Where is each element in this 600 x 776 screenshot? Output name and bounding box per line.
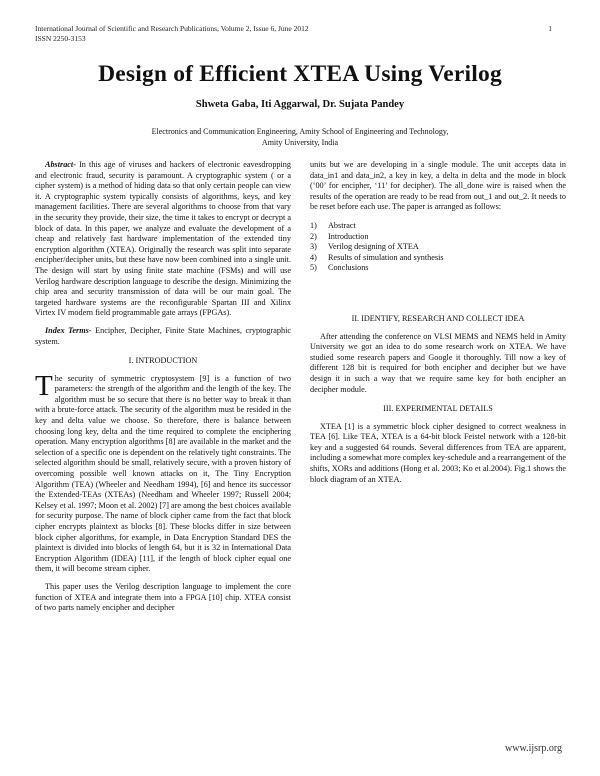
abstract <box>35 160 291 319</box>
affiliation <box>0 127 600 148</box>
journal-line: International Journal of Scientific and Research Publications, Volume 2, Issue 6, June 2012 <box>35 24 309 33</box>
issn: ISSN 2250-3153 <box>35 34 86 43</box>
paper-title: Design of Efficient XTEA Using Verilog <box>98 61 502 87</box>
list-item-number: 5) <box>310 263 317 273</box>
right-column <box>310 160 566 485</box>
list-item-label: Conclusions <box>328 263 369 273</box>
list-item-number: 3) <box>310 242 317 252</box>
list-item-label: Verilog designing of XTEA <box>328 242 419 252</box>
drop-cap: T <box>35 369 53 402</box>
introduction-paragraph-1 <box>35 369 291 575</box>
affiliation-line-1: Electronics and Communication Engineering, Amity School of Engineering and Technology, <box>151 127 449 136</box>
list-item-number: 1) <box>310 220 317 230</box>
index-terms-label: Index Terms- <box>45 325 92 335</box>
list-item <box>310 263 566 274</box>
list-item-number: 2) <box>310 231 317 241</box>
section-3-paragraph: XTEA [1] is a symmetric block cipher designed to correct weakness in TEA [6]. Like TEA, XTEA is a 64-bit block Feistel network with a 128-bit key and a suggested 64 rounds. Several differences from TEA are apparent, including a somewhat more complex key-schedule and a rearrangement of the shifts, XORs and additions (Hong et al. 2003; Ko et al.2004). Fig.1 shows the block diagram of an XTEA. <box>310 421 566 484</box>
section-heading-introduction: I. INTRODUCTION <box>128 356 198 366</box>
continued-paragraph: units but we are developing in a single module. The unit accepts data in data_in1 and data_in2, a key in key, a delta in delta and the mode in block (‘00’ for encipher, ‘11’ for decipher). The all_done wire is raised when the results of the operation are ready to be read from out_1 and out_2. It needs to be reset before each use. The paper is arranged as follows: <box>310 160 566 212</box>
list-item <box>310 221 566 232</box>
list-item <box>310 253 566 264</box>
affiliation-line-2: Amity University, India <box>261 137 339 147</box>
list-item-number: 4) <box>310 252 317 262</box>
abstract-label: Abstract- <box>45 160 76 169</box>
introduction-paragraph-2: This paper uses the Verilog description language to implement the core function of XTEA and integrate them into a FPGA [10] chip. XTEA consist of two parts namely encipher and decipher <box>35 581 291 613</box>
running-header <box>35 24 309 44</box>
page-number: 1 <box>548 24 552 33</box>
list-item-label: Results of simulation and synthesis <box>328 252 444 262</box>
author-list: Shweta Gaba, Iti Aggarwal, Dr. Sujata Pandey <box>195 99 405 110</box>
paper-outline-list <box>310 221 566 274</box>
section-heading-experimental: III. EXPERIMENTAL DETAILS <box>383 404 493 414</box>
list-item-label: Introduction <box>328 231 369 241</box>
list-item <box>310 242 566 253</box>
introduction-text-1: he security of symmetric cryptosystem [9] is a function of two parameters: the strength of the algorithm and the length of the key. The algorithm must be so secure that there is no better way to break it than with a brute-force attack. The security of the algorithm must be resided in the key and delta value we choose. So therefore, there is balance between choosing long key, delta and the time required to complete the enciphering operation. Many encryption algorithms [8] are available in the market and the selection of a specific one is dependent on the relatively tight constraints. The selected algorithm should be small, relatively secure, with a proven history of overcoming possible well known attacks on it, The Tiny Encryption Algorithm (TEA) (Wheeler and Needham 1994), [6] and hence its successor the Extended-TEAs (XTEAs) (Needham and Wheeler 1997; Russell 2004; Kelsey et al. 1997; Moon et al. 2002) [7] are among the best choices available for security purpose. The name of block cipher came from the fact that block cipher encrypts plaintext as blocks [8]. These blocks differ in size between block cipher algorithms, for example, in Data Encryption Standard DES the plaintext is divided into blocks of length 64, but it is 32 in International Data Encryption Algorithm (IDEA) [11], if the length of block cipher equal one them, it will become stream cipher. <box>35 373 291 574</box>
abstract-text: In this age of viruses and hackers of electronic eavesdropping and electronic fraud, security is paramount. A cryptographic system ( or a cipher system) is a method of hiding data so that only certain people can view it. A cryptographic system typically consists of algorithms, keys, and key management facilities. There are several algorithms to choose from that vary in the security they provide, their size, the time it takes to encrypt or decrypt a block of data. In this paper, we analyze and evaluate the development of a cheap and relatively fast hardware implementation of the extended tiny encryption algorithm (XTEA). Originally the research was split into separate encipher/decipher units, but these have now been combined into a single unit. The design will start by using finite state machine (FSMs) and will use Verilog hardware description language to describe the design. Minimizing the chip area and security transmission of data will be our main goal. The targeted hardware systems are the reconfigurable Spartan III and Xilinx Virtex IV modern field programmable gate arrays (FPGAs). <box>35 160 291 318</box>
left-column <box>35 160 291 614</box>
section-2-paragraph: After attending the conference on VLSI MEMS and NEMS held in Amity University we got an idea to do some research work on XTEA. We have studied some research papers and Google it thoroughly. Till now a key of different 128 bit is required for both encipher and decipher but we have design it in such a way that we require same key for both encipher an decipher module. <box>310 331 566 394</box>
journal-url: www.ijsrp.org <box>505 743 562 754</box>
index-terms <box>35 326 291 347</box>
list-item-label: Abstract <box>328 220 356 230</box>
section-heading-identify: II. IDENTIFY, RESEARCH AND COLLECT IDEA <box>351 313 525 323</box>
list-item <box>310 232 566 243</box>
index-terms-text: Encipher, Decipher, Finite State Machines, cryptographic system. <box>35 325 291 346</box>
